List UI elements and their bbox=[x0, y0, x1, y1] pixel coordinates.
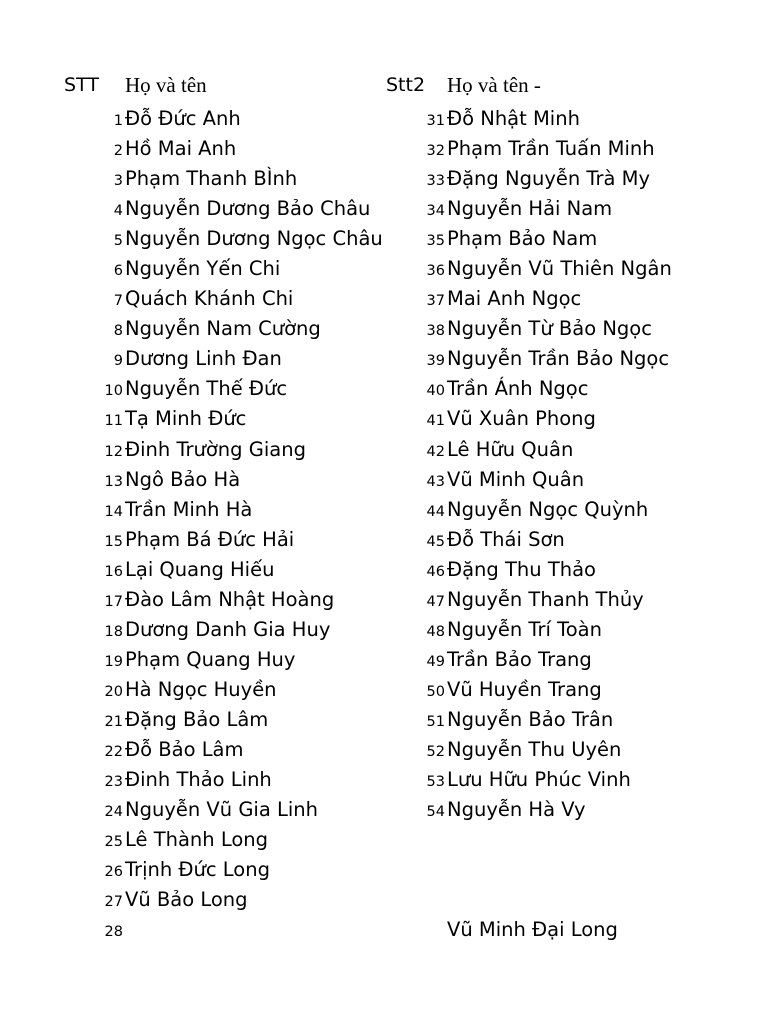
student-number: 31 bbox=[426, 113, 445, 129]
student-name: Nguyễn Hải Nam bbox=[447, 197, 613, 221]
student-number: 18 bbox=[104, 623, 123, 640]
student-name: Nguyễn Thu Uyên bbox=[447, 737, 622, 761]
header-name-2: Họ và tên - bbox=[447, 73, 541, 97]
student-number: 3 bbox=[113, 173, 123, 190]
student-number: 25 bbox=[104, 834, 123, 851]
student-number: 5 bbox=[113, 233, 123, 250]
student-name: Đỗ Đức Anh bbox=[125, 107, 241, 130]
student-number: 53 bbox=[426, 774, 445, 791]
student-number: 39 bbox=[426, 353, 445, 370]
student-name: Nguyễn Vũ Thiên Ngân bbox=[447, 257, 672, 281]
header-stt-2: Stt2 bbox=[386, 74, 426, 96]
student-number: 1 bbox=[113, 113, 123, 129]
student-number: 24 bbox=[104, 804, 123, 821]
student-number: 34 bbox=[426, 203, 445, 220]
student-number: 37 bbox=[426, 293, 445, 310]
student-name: Nguyễn Ngọc Quỳnh bbox=[447, 497, 649, 521]
student-name: Phạm Bá Đức Hải bbox=[125, 527, 295, 551]
student-name: Tạ Minh Đức bbox=[125, 407, 247, 431]
student-number: 51 bbox=[426, 713, 445, 730]
student-name: Quách Khánh Chi bbox=[125, 287, 294, 311]
student-number: 33 bbox=[426, 173, 445, 190]
student-name: Nguyễn Thanh Thủy bbox=[447, 587, 644, 611]
student-number: 2 bbox=[113, 143, 123, 160]
student-name: Nguyễn Thế Đức bbox=[125, 377, 288, 401]
student-name: Đặng Thu Thảo bbox=[447, 557, 596, 581]
student-name: Trần Ánh Ngọc bbox=[447, 377, 589, 401]
student-number: 9 bbox=[113, 353, 123, 370]
student-name: Nguyễn Vũ Gia Linh bbox=[125, 798, 318, 822]
student-number: 50 bbox=[426, 683, 445, 700]
student-number: 26 bbox=[104, 864, 123, 881]
student-number: 38 bbox=[426, 323, 445, 340]
student-name: Trần Bảo Trang bbox=[447, 647, 592, 671]
student-name: Hồ Mai Anh bbox=[125, 137, 237, 161]
student-number: 52 bbox=[426, 743, 445, 760]
student-name: Nguyễn Yến Chi bbox=[125, 257, 281, 281]
student-name: Đinh Thảo Linh bbox=[125, 768, 272, 792]
student-name: Đặng Bảo Lâm bbox=[125, 707, 269, 731]
student-name: Đỗ Nhật Minh bbox=[447, 107, 580, 130]
student-number: 21 bbox=[104, 713, 123, 730]
student-name: Đào Lâm Nhật Hoàng bbox=[125, 587, 335, 611]
student-number: 16 bbox=[104, 563, 123, 580]
student-name: Đặng Nguyễn Trà My bbox=[447, 167, 650, 191]
student-number: 27 bbox=[104, 894, 123, 911]
student-number: 40 bbox=[426, 383, 445, 400]
student-name: Phạm Quang Huy bbox=[125, 647, 296, 671]
student-number: 47 bbox=[426, 593, 445, 610]
student-number: 10 bbox=[104, 383, 123, 400]
student-number: 46 bbox=[426, 563, 445, 580]
student-name: Lại Quang Hiếu bbox=[125, 557, 275, 581]
student-name: Trịnh Đức Long bbox=[125, 858, 270, 882]
student-name: Nguyễn Bảo Trân bbox=[447, 707, 614, 731]
student-name: Đỗ Bảo Lâm bbox=[125, 737, 244, 761]
student-number: 7 bbox=[113, 293, 123, 310]
student-name: Mai Anh Ngọc bbox=[447, 287, 582, 311]
student-name: Lê Thành Long bbox=[125, 828, 269, 852]
student-name: Dương Danh Gia Huy bbox=[125, 617, 331, 641]
student-number: 43 bbox=[426, 473, 445, 490]
student-name: Nguyễn Trần Bảo Ngọc bbox=[447, 347, 670, 371]
student-name: Vũ Huyền Trang bbox=[447, 677, 602, 701]
student-name: Đỗ Thái Sơn bbox=[447, 527, 565, 551]
student-number: 48 bbox=[426, 623, 445, 640]
header-stt-1: STT bbox=[64, 74, 99, 96]
student-number: 12 bbox=[104, 443, 123, 460]
student-number: 49 bbox=[426, 653, 445, 670]
student-name: Nguyễn Trí Toàn bbox=[447, 617, 602, 641]
student-name: Phạm Thanh BÌnh bbox=[125, 167, 298, 191]
student-name: Ngô Bảo Hà bbox=[125, 467, 241, 491]
student-number: 20 bbox=[104, 683, 123, 700]
student-name: Nguyễn Nam Cường bbox=[125, 317, 321, 341]
student-number: 23 bbox=[104, 774, 123, 791]
student-name: Vũ Bảo Long bbox=[125, 888, 248, 912]
student-number: 42 bbox=[426, 443, 445, 460]
student-number: 41 bbox=[426, 413, 445, 430]
student-number: 4 bbox=[113, 203, 123, 220]
student-number: 35 bbox=[426, 233, 445, 250]
student-number: 45 bbox=[426, 533, 445, 550]
student-name: Nguyễn Dương Bảo Châu bbox=[125, 197, 371, 221]
student-name: Nguyễn Hà Vy bbox=[447, 798, 586, 822]
student-name: Nguyễn Dương Ngọc Châu bbox=[125, 227, 383, 251]
student-number: 8 bbox=[113, 323, 123, 340]
student-name: Đinh Trường Giang bbox=[125, 437, 306, 461]
student-name: Nguyễn Từ Bảo Ngọc bbox=[447, 317, 652, 341]
student-number: 32 bbox=[426, 143, 445, 160]
student-number: 6 bbox=[113, 263, 123, 280]
student-name: Trần Minh Hà bbox=[125, 497, 253, 521]
student-name: Phạm Trần Tuấn Minh bbox=[447, 137, 655, 161]
unnumbered-student-name: Vũ Minh Đại Long bbox=[447, 918, 618, 941]
student-number: 19 bbox=[104, 653, 123, 670]
student-name: Dương Linh Đan bbox=[125, 347, 282, 371]
student-name: Vũ Minh Quân bbox=[447, 467, 585, 491]
student-number: 13 bbox=[104, 473, 123, 490]
student-name: Phạm Bảo Nam bbox=[447, 227, 598, 251]
student-number: 11 bbox=[104, 413, 123, 430]
student-number: 15 bbox=[104, 533, 123, 550]
student-number: 36 bbox=[426, 263, 445, 280]
student-number: 28 bbox=[104, 924, 123, 941]
student-name: Lưu Hữu Phúc Vinh bbox=[447, 768, 631, 792]
student-number: 14 bbox=[104, 503, 123, 520]
student-number: 44 bbox=[426, 503, 445, 520]
student-name: Vũ Xuân Phong bbox=[447, 407, 596, 431]
student-name: Lê Hữu Quân bbox=[447, 437, 574, 461]
student-number: 17 bbox=[104, 593, 123, 610]
student-name: Hà Ngọc Huyền bbox=[125, 677, 277, 701]
student-number: 54 bbox=[426, 804, 445, 821]
header-name-1: Họ và tên bbox=[125, 73, 207, 97]
student-number: 22 bbox=[104, 743, 123, 760]
